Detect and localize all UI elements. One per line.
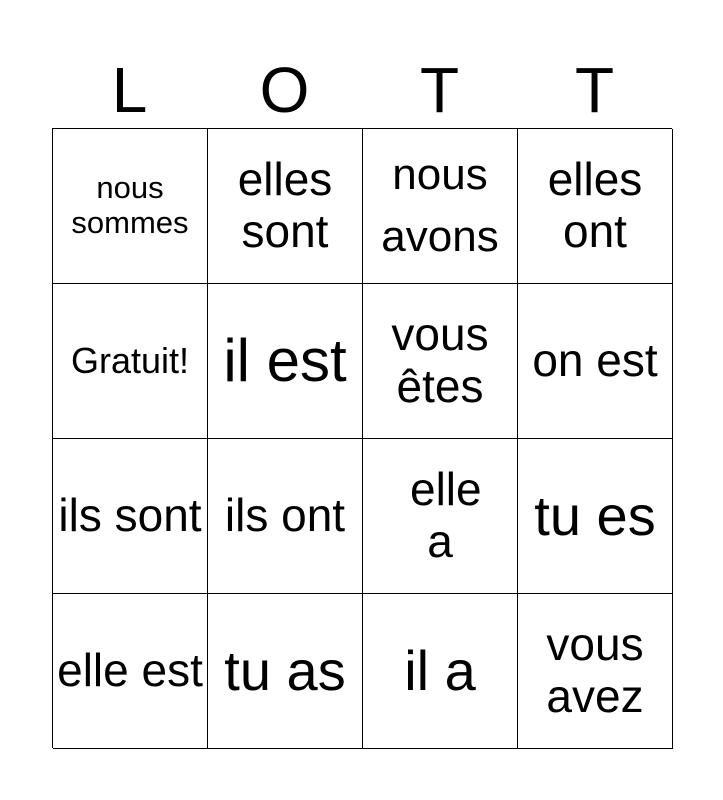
cell-label: il a	[404, 638, 476, 702]
cell-label: ils sont	[58, 489, 202, 542]
bingo-cell[interactable]	[518, 129, 673, 284]
header-letter-4: T	[574, 54, 615, 126]
bingo-cell[interactable]	[53, 594, 208, 749]
bingo-cell[interactable]	[363, 594, 518, 749]
cell-label: ils ont	[224, 489, 346, 542]
bingo-cell[interactable]	[53, 129, 208, 284]
cell-label: elles sont	[237, 153, 333, 257]
card-header	[52, 52, 672, 128]
cell-label: nous avons	[381, 150, 499, 261]
cell-label: elles ont	[547, 153, 643, 257]
bingo-cell[interactable]	[363, 439, 518, 594]
bingo-cell[interactable]	[208, 129, 363, 284]
header-letter-3: T	[419, 54, 460, 126]
bingo-cell[interactable]	[518, 594, 673, 749]
bingo-cell[interactable]	[363, 129, 518, 284]
cell-label: vous avez	[546, 618, 644, 722]
cell-label: elle a	[410, 463, 482, 567]
bingo-cell[interactable]	[518, 284, 673, 439]
bingo-cell[interactable]	[53, 439, 208, 594]
bingo-cell[interactable]	[363, 284, 518, 439]
free-space-cell[interactable]	[53, 284, 208, 439]
header-letter-2: O	[259, 54, 310, 126]
cell-label: nous sommes	[71, 170, 189, 240]
header-letter-1: L	[111, 54, 148, 126]
cell-label: tu as	[224, 638, 346, 702]
free-space-label: Gratuit!	[70, 339, 190, 381]
bingo-cell[interactable]	[518, 439, 673, 594]
bingo-board	[52, 128, 672, 748]
cell-label: vous êtes	[391, 308, 489, 412]
bingo-cell[interactable]	[208, 594, 363, 749]
bingo-cell[interactable]	[208, 284, 363, 439]
cell-label: elle est	[57, 644, 203, 697]
cell-label: tu es	[534, 483, 656, 547]
bingo-cell[interactable]	[208, 439, 363, 594]
cell-label: il est	[223, 327, 347, 395]
cell-label: on est	[532, 334, 658, 387]
